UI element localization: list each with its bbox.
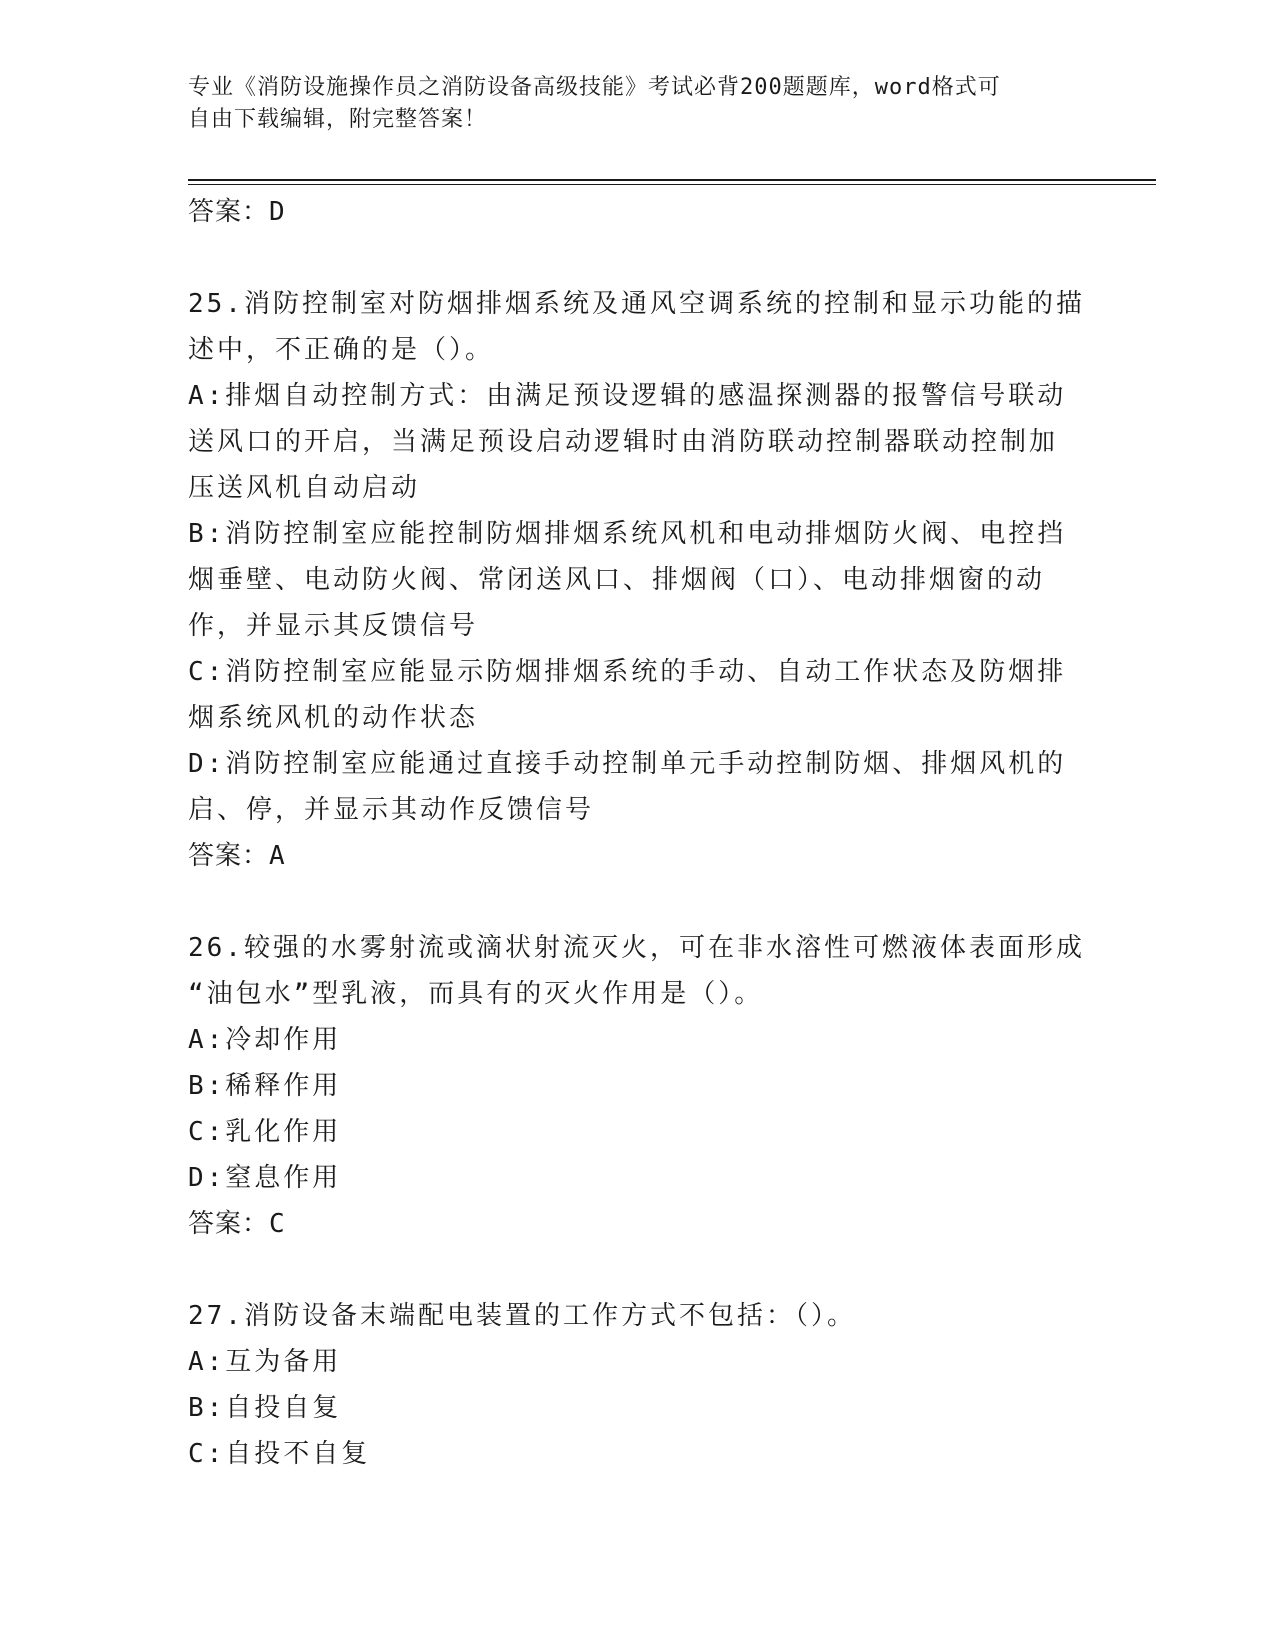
answer-previous: 答案：D	[188, 197, 286, 227]
option-c-line: C:消防控制室应能显示防烟排烟系统的手动、自动工作状态及防烟排	[188, 657, 1067, 687]
answer-26: 答案：C	[188, 1209, 286, 1239]
option-d-line: 启、停，并显示其动作反馈信号	[188, 795, 595, 825]
document-header	[188, 72, 1088, 136]
header-rule-thin	[188, 184, 1156, 185]
option-b-line: 烟垂壁、电动防火阀、常闭送风口、排烟阀（口）、电动排烟窗的动	[188, 565, 1046, 595]
header-line-1: 专业《消防设施操作员之消防设备高级技能》考试必背200题题库，word格式可	[188, 75, 1001, 100]
question-content	[188, 189, 1088, 1477]
option-a-line: A:排烟自动控制方式：由满足预设逻辑的感温探测器的报警信号联动	[188, 381, 1067, 411]
option-b-line: 作，并显示其反馈信号	[188, 611, 479, 641]
question-26	[188, 925, 1088, 1247]
option-a: A:冷却作用	[188, 1025, 342, 1055]
option-c: C:乳化作用	[188, 1117, 342, 1147]
spacer	[188, 879, 1088, 925]
option-d-line: D:消防控制室应能通过直接手动控制单元手动控制防烟、排烟风机的	[188, 749, 1067, 779]
option-b-line: B:消防控制室应能控制防烟排烟系统风机和电动排烟防火阀、电控挡	[188, 519, 1067, 549]
spacer	[188, 235, 1088, 281]
question-25	[188, 281, 1088, 879]
option-a: A:互为备用	[188, 1347, 342, 1377]
question-stem-line: 述中，不正确的是（）。	[188, 335, 495, 365]
question-stem-line: “油包水”型乳液，而具有的灭火作用是（）。	[188, 979, 764, 1009]
option-c-line: 烟系统风机的动作状态	[188, 703, 479, 733]
question-stem-line: 26.较强的水雾射流或滴状射流灭火，可在非水溶性可燃液体表面形成	[188, 933, 1085, 963]
option-d: D:窒息作用	[188, 1163, 342, 1193]
answer-25: 答案：A	[188, 841, 286, 871]
question-27	[188, 1293, 1088, 1477]
option-c: C:自投不自复	[188, 1439, 371, 1469]
option-a-line: 送风口的开启，当满足预设启动逻辑时由消防联动控制器联动控制加	[188, 427, 1059, 457]
question-stem-line: 27.消防设备末端配电装置的工作方式不包括：（）。	[188, 1301, 856, 1331]
option-a-line: 压送风机自动启动	[188, 473, 421, 503]
question-stem-line: 25.消防控制室对防烟排烟系统及通风空调系统的控制和显示功能的描	[188, 289, 1085, 319]
header-rule-thick	[188, 179, 1156, 181]
spacer	[188, 1247, 1088, 1293]
header-line-2: 自由下载编辑，附完整答案！	[188, 107, 488, 132]
option-b: B:稀释作用	[188, 1071, 342, 1101]
option-b: B:自投自复	[188, 1393, 342, 1423]
